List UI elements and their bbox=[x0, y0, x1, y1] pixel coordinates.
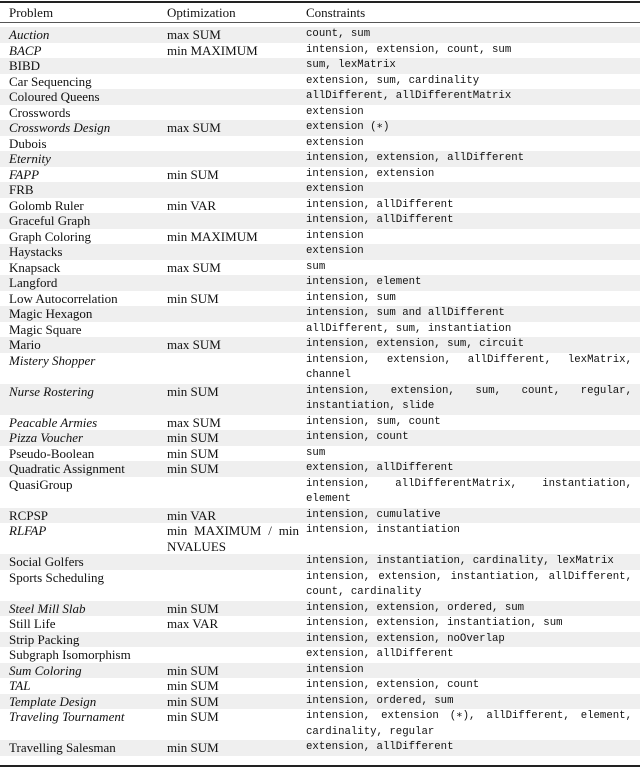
constraints-cell: extension bbox=[306, 136, 364, 149]
constraints-cell: intension, allDifferentMatrix, instantiation, element bbox=[306, 477, 632, 505]
constraints-cell: count, sum bbox=[306, 28, 371, 40]
optimization-cell: min MAXIMUM bbox=[167, 42, 258, 58]
constraints-cell: intension, extension, ordered, sum bbox=[306, 601, 525, 614]
constraints-cell: intension, element bbox=[306, 276, 422, 288]
constraints-cell: intension bbox=[306, 663, 364, 676]
table-row bbox=[0, 740, 640, 756]
constraints-cell: intension, sum, count bbox=[306, 415, 441, 428]
constraints-cell: intension, instantiation bbox=[306, 524, 460, 536]
table-row bbox=[0, 198, 640, 214]
constraints-cell: intension, allDifferent bbox=[306, 198, 454, 211]
problem-cell: Coloured Queens bbox=[9, 89, 100, 104]
optimization-cell: min MAXIMUM bbox=[167, 228, 258, 244]
problem-cell: Mistery Shopper bbox=[9, 352, 96, 368]
optimization-cell bbox=[167, 477, 299, 493]
constraints-cell: intension, count bbox=[306, 431, 409, 443]
constraints-cell: extension bbox=[306, 105, 364, 118]
constraints-cell: intension, extension, sum, count, regular, instantiation, slide bbox=[306, 384, 632, 412]
problem-cell: Auction bbox=[9, 27, 50, 42]
table-row bbox=[0, 229, 640, 245]
optimization-cell: min SUM bbox=[167, 740, 219, 755]
optimization-cell: min SUM bbox=[167, 461, 219, 476]
header-problem: Problem bbox=[9, 5, 54, 20]
problem-cell: BACP bbox=[9, 42, 42, 58]
table-row bbox=[0, 694, 640, 710]
problem-cell: Magic Square bbox=[9, 321, 82, 337]
optimization-cell: min SUM bbox=[167, 166, 219, 182]
header-constraints: Constraints bbox=[306, 5, 366, 20]
table-row bbox=[0, 167, 640, 183]
constraints-cell: extension (∗) bbox=[306, 121, 390, 133]
constraints-cell: intension, extension, noOverlap bbox=[306, 632, 505, 645]
problem-cell: Magic Hexagon bbox=[9, 306, 93, 321]
optimization-cell: min SUM bbox=[167, 709, 219, 724]
table-row bbox=[0, 709, 640, 740]
constraints-cell: sum bbox=[306, 260, 326, 273]
table-row bbox=[0, 554, 640, 570]
optimization-cell: min MAXIMUM / min NVALUES bbox=[167, 523, 299, 554]
problem-cell: FAPP bbox=[9, 166, 40, 182]
optimization-cell: min SUM bbox=[167, 600, 219, 616]
constraints-cell: intension, allDifferent bbox=[306, 214, 454, 226]
problem-cell: QuasiGroup bbox=[9, 476, 73, 492]
table-row bbox=[0, 523, 640, 554]
table-row bbox=[0, 105, 640, 121]
problem-cell: Nurse Rostering bbox=[9, 383, 94, 399]
constraints-cell: sum bbox=[306, 446, 326, 459]
constraints-cell: intension, extension, count bbox=[306, 679, 480, 691]
optimization-cell bbox=[167, 182, 299, 198]
problem-cell: Travelling Salesman bbox=[9, 740, 116, 755]
table-row bbox=[0, 616, 640, 632]
optimization-cell: min SUM bbox=[167, 693, 219, 709]
table-row bbox=[0, 74, 640, 90]
table-row bbox=[0, 120, 640, 136]
problem-cell: Graph Coloring bbox=[9, 228, 91, 244]
problem-cell: TAL bbox=[9, 678, 31, 693]
constraints-cell: extension bbox=[306, 245, 364, 257]
table-header bbox=[0, 4, 640, 21]
table-row bbox=[0, 678, 640, 694]
table-row bbox=[0, 136, 640, 152]
optimization-cell bbox=[167, 632, 299, 648]
optimization-cell: max SUM bbox=[167, 259, 221, 275]
problem-cell: Golomb Ruler bbox=[9, 197, 84, 213]
header-optimization: Optimization bbox=[167, 5, 236, 20]
problem-cell: Crosswords Design bbox=[9, 120, 111, 135]
optimization-cell: min SUM bbox=[167, 430, 219, 445]
table-row bbox=[0, 151, 640, 167]
problem-cell: BIBD bbox=[9, 58, 41, 73]
problem-cell: Strip Packing bbox=[9, 631, 80, 647]
problem-cell: Langford bbox=[9, 275, 58, 290]
problem-cell: Template Design bbox=[9, 693, 97, 709]
optimization-cell bbox=[167, 105, 299, 121]
constraints-cell: intension, cumulative bbox=[306, 508, 441, 521]
optimization-cell: min VAR bbox=[167, 197, 217, 213]
table-row bbox=[0, 306, 640, 322]
optimization-cell bbox=[167, 554, 299, 570]
optimization-cell bbox=[167, 58, 299, 74]
table-row bbox=[0, 244, 640, 260]
table-bottom-rule bbox=[0, 765, 640, 767]
constraints-cell: intension, extension, allDifferent, lexMatrix, channel bbox=[306, 353, 632, 381]
problem-cell: Low Autocorrelation bbox=[9, 290, 118, 306]
problem-cell: FRB bbox=[9, 182, 34, 197]
optimization-cell: max SUM bbox=[167, 414, 221, 430]
optimization-cell bbox=[167, 353, 299, 369]
constraints-cell: allDifferent, allDifferentMatrix bbox=[306, 90, 512, 102]
table-row bbox=[0, 182, 640, 198]
table-row bbox=[0, 89, 640, 105]
problem-cell: Steel Mill Slab bbox=[9, 600, 86, 616]
constraints-cell: intension, extension, sum, circuit bbox=[306, 338, 525, 350]
constraints-cell: extension bbox=[306, 183, 364, 195]
table-row bbox=[0, 322, 640, 338]
optimization-cell: max SUM bbox=[167, 120, 221, 135]
optimization-cell: min SUM bbox=[167, 678, 219, 693]
optimization-cell bbox=[167, 136, 299, 152]
problem-cell: Subgraph Isomorphism bbox=[9, 647, 131, 662]
table-row bbox=[0, 213, 640, 229]
problem-cell: Dubois bbox=[9, 135, 47, 151]
optimization-cell bbox=[167, 213, 299, 229]
optimization-cell bbox=[167, 570, 299, 586]
constraints-cell: extension, allDifferent bbox=[306, 741, 454, 753]
constraints-cell: allDifferent, sum, instantiation bbox=[306, 322, 512, 335]
table-row bbox=[0, 663, 640, 679]
table-row bbox=[0, 260, 640, 276]
optimization-cell bbox=[167, 74, 299, 90]
table-row bbox=[0, 415, 640, 431]
problem-cell: Quadratic Assignment bbox=[9, 461, 125, 476]
table-row bbox=[0, 461, 640, 477]
constraints-cell: intension, sum and allDifferent bbox=[306, 307, 505, 319]
table-body bbox=[0, 27, 640, 756]
constraints-cell: intension, sum bbox=[306, 291, 396, 304]
optimization-cell: max VAR bbox=[167, 616, 219, 631]
constraints-cell: extension, sum, cardinality bbox=[306, 74, 480, 87]
constraints-cell: intension, extension, allDifferent bbox=[306, 152, 525, 164]
problem-cell: RCPSP bbox=[9, 507, 49, 523]
problem-cell: Sports Scheduling bbox=[9, 569, 104, 585]
optimization-cell bbox=[167, 322, 299, 338]
problem-cell: Haystacks bbox=[9, 244, 63, 259]
table-row bbox=[0, 291, 640, 307]
problem-cell: Crosswords bbox=[9, 104, 71, 120]
optimization-cell: min SUM bbox=[167, 445, 219, 461]
table-row bbox=[0, 632, 640, 648]
optimization-cell: min SUM bbox=[167, 662, 219, 678]
problem-cell: Still Life bbox=[9, 616, 56, 631]
optimization-cell bbox=[167, 244, 299, 260]
table-row bbox=[0, 43, 640, 59]
problem-cell: Pizza Voucher bbox=[9, 430, 84, 445]
constraints-cell: intension, instantiation, cardinality, lexMatrix bbox=[306, 555, 614, 567]
table-row bbox=[0, 337, 640, 353]
problem-cell: Sum Coloring bbox=[9, 662, 82, 678]
problem-cell: Social Golfers bbox=[9, 554, 84, 569]
table-row bbox=[0, 58, 640, 74]
table-top-rule bbox=[0, 1, 640, 3]
problem-cell: RLFAP bbox=[9, 523, 47, 538]
optimization-cell: min VAR bbox=[167, 507, 217, 523]
table-row bbox=[0, 384, 640, 415]
optimization-cell bbox=[167, 89, 299, 105]
problem-cell: Car Sequencing bbox=[9, 73, 92, 89]
constraints-cell: extension, allDifferent bbox=[306, 648, 454, 660]
table-row bbox=[0, 508, 640, 524]
problem-cell: Graceful Graph bbox=[9, 213, 91, 228]
table-row bbox=[0, 601, 640, 617]
table-row bbox=[0, 27, 640, 43]
optimization-cell: max SUM bbox=[167, 337, 221, 352]
optimization-cell: min SUM bbox=[167, 290, 219, 306]
constraints-cell: sum, lexMatrix bbox=[306, 59, 396, 71]
constraints-cell: intension, extension (∗), allDifferent, element, cardinality, regular bbox=[306, 710, 632, 738]
table-row bbox=[0, 570, 640, 601]
optimization-cell: min SUM bbox=[167, 383, 219, 399]
problem-cell: Peacable Armies bbox=[9, 414, 98, 430]
constraints-cell: extension, allDifferent bbox=[306, 462, 454, 474]
header-rule bbox=[0, 22, 640, 23]
table-row bbox=[0, 430, 640, 446]
table-row bbox=[0, 353, 640, 384]
problem-cell: Traveling Tournament bbox=[9, 709, 125, 724]
constraints-cell: intension, extension, count, sum bbox=[306, 43, 512, 56]
problem-cell: Eternity bbox=[9, 151, 51, 166]
optimization-cell bbox=[167, 647, 299, 663]
constraints-cell: intension, extension, instantiation, sum bbox=[306, 617, 563, 629]
problem-cell: Pseudo-Boolean bbox=[9, 445, 95, 461]
optimization-cell: max SUM bbox=[167, 27, 221, 42]
table-row bbox=[0, 647, 640, 663]
constraints-cell: intension, extension, instantiation, allDifferent, count, cardinality bbox=[306, 570, 632, 598]
table-row bbox=[0, 446, 640, 462]
constraints-cell: intension, ordered, sum bbox=[306, 694, 454, 707]
constraints-cell: intension bbox=[306, 229, 364, 242]
problem-cell: Knapsack bbox=[9, 259, 61, 275]
optimization-cell bbox=[167, 275, 299, 291]
optimization-cell bbox=[167, 151, 299, 167]
problem-cell: Mario bbox=[9, 337, 41, 352]
optimization-cell bbox=[167, 306, 299, 322]
table-row bbox=[0, 275, 640, 291]
constraints-cell: intension, extension bbox=[306, 167, 435, 180]
table-row bbox=[0, 477, 640, 508]
